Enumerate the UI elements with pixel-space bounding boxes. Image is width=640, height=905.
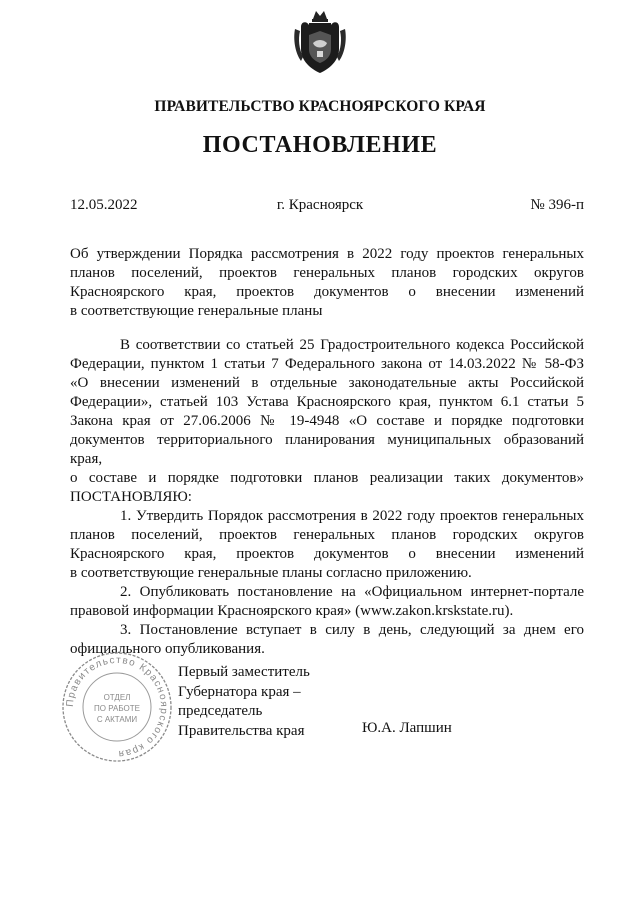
- document-city: г. Красноярск: [276, 197, 364, 213]
- document-title: [70, 245, 584, 321]
- title-line: Красноярского края, проектов документов о внесении изменений: [70, 284, 584, 300]
- official-stamp-icon: [60, 650, 174, 764]
- body-line: 3. Постановление вступает в силу в день, следующий за днем его: [120, 622, 584, 638]
- body-line: «О внесении изменений в отдельные законодательные акты Российской: [70, 375, 584, 391]
- body-line: Закона края от 27.06.2006 № 19-4948 «О составе и порядке подготовки: [70, 413, 584, 429]
- stamp-center-line: С АКТАМИ: [96, 715, 138, 724]
- body-line: 1. Утвердить Порядок рассмотрения в 2022 году проектов генеральных: [120, 508, 584, 524]
- position-line: председатель: [178, 703, 263, 719]
- stamp-center-line: ПО РАБОТЕ: [94, 704, 140, 713]
- coat-of-arms-icon: [291, 5, 349, 77]
- position-line: Правительства края: [178, 722, 305, 739]
- body-line: в соответствующие генеральные планы согласно приложению.: [70, 565, 472, 581]
- title-line: Об утверждении Порядка рассмотрения в 2022 году проектов генеральных: [70, 246, 584, 262]
- body-line: правовой информации Красноярского края» (www.zakon.krskstate.ru).: [70, 603, 514, 619]
- body-line: В соответствии со статьей 25 Градостроительного кодекса Российской: [120, 337, 584, 353]
- signatory-name: Ю.А. Лапшин: [362, 720, 452, 736]
- position-line: Губернатора края –: [178, 683, 301, 700]
- stamp-ring-text: Правительство Красноярского края: [64, 654, 170, 760]
- body-line: официального опубликования.: [70, 641, 265, 657]
- body-line: 2. Опубликовать постановление на «Официальном интернет-портале: [120, 584, 584, 600]
- stamp-center-line: ОТДЕЛ: [103, 693, 131, 702]
- body-line: Федерации, пунктом 1 статьи 7 Федерального закона от 14.03.2022 № 58-ФЗ: [70, 356, 584, 372]
- body-line: документов территориального планирования муниципальных образований края,: [70, 432, 584, 467]
- body-line: Красноярского края, проектов документов о внесении изменений: [70, 546, 584, 562]
- resolve-keyword: ПОСТАНОВЛЯЮ:: [70, 489, 192, 505]
- document-body: [70, 336, 584, 659]
- body-line: о составе и порядке подготовки планов реализации таких документов»: [70, 470, 584, 486]
- document-type: ПОСТАНОВЛЕНИЕ: [202, 132, 438, 158]
- signatory-position: [178, 663, 310, 741]
- document-date: 12.05.2022: [70, 197, 138, 213]
- organization-name: ПРАВИТЕЛЬСТВО КРАСНОЯРСКОГО КРАЯ: [154, 98, 486, 115]
- body-line: планов поселений, проектов генеральных планов городских округов: [70, 527, 584, 543]
- title-line: в соответствующие генеральные планы: [70, 303, 323, 319]
- body-line: Федерации», статьей 103 Устава Красноярского края, пунктом 6.1 статьи 5: [70, 394, 584, 410]
- document-number: № 396-п: [530, 197, 584, 213]
- position-line: Первый заместитель: [178, 664, 310, 680]
- title-line: планов поселений, проектов генеральных планов городских округов: [70, 265, 584, 281]
